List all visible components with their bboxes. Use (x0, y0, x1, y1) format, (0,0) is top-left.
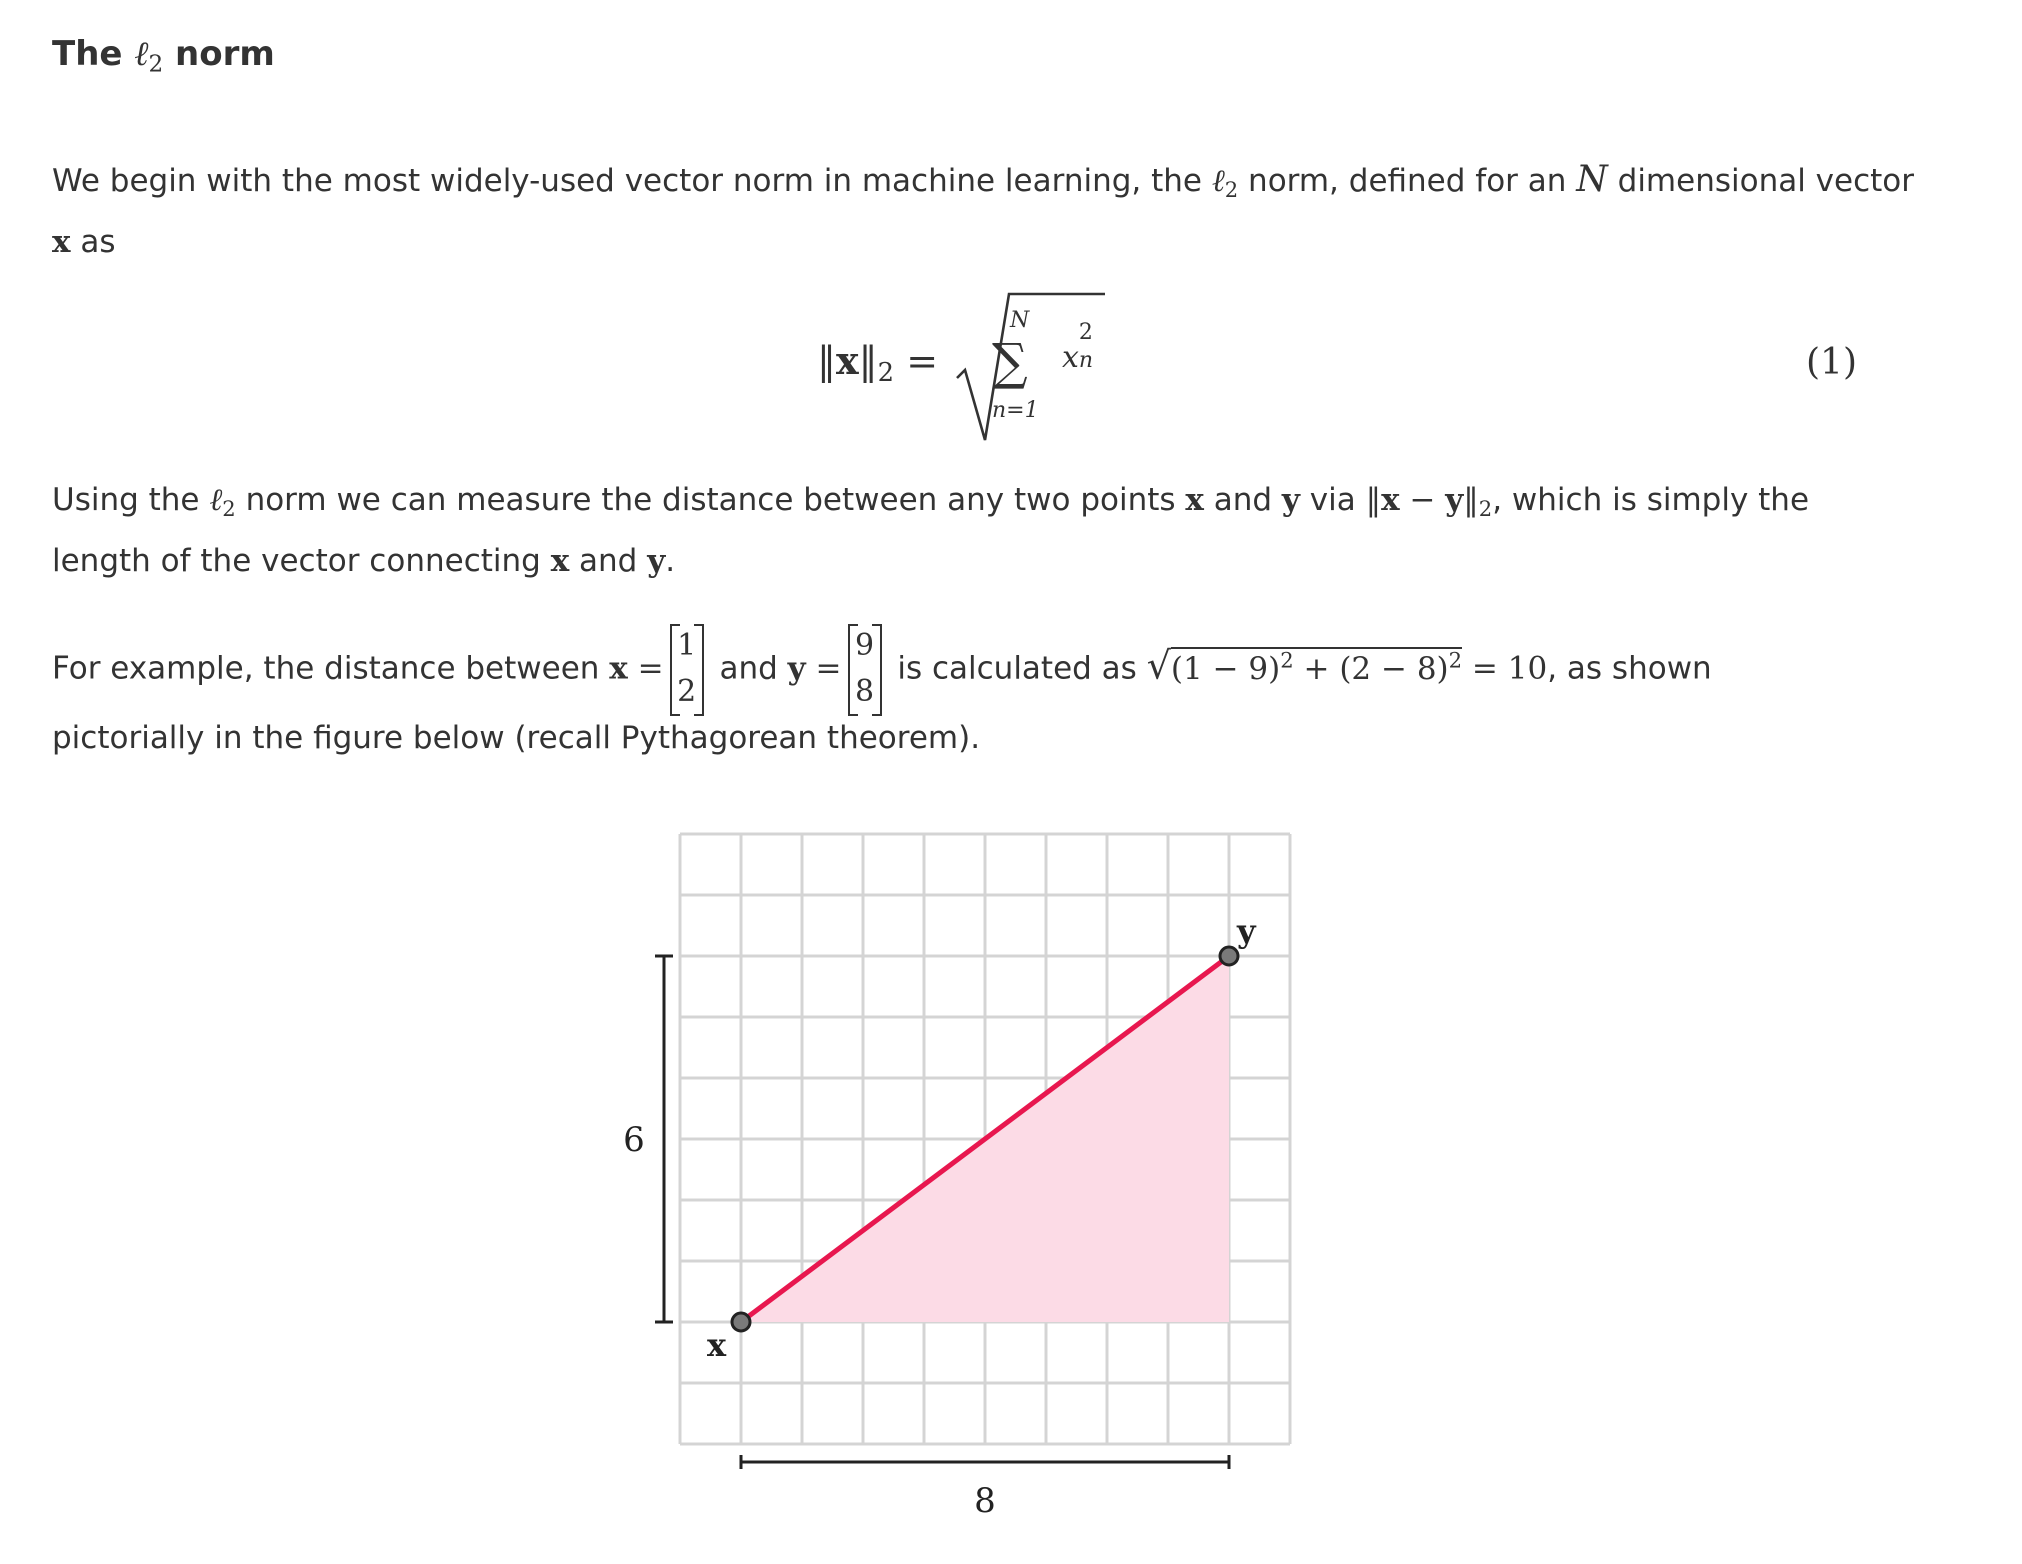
vertical-bracket (655, 956, 673, 1322)
section-heading: The ℓ$_2$ norm (52, 34, 275, 78)
sum-lower-limit: n=1 (992, 398, 1039, 423)
x-vector: 1 2 (670, 624, 704, 716)
sum-term: x 2 n (1062, 320, 1094, 375)
point-x (732, 1313, 750, 1331)
norm-equation (0, 290, 2022, 450)
equation-lhs: $‖x‖_2$ = (817, 338, 939, 389)
horizontal-bracket (741, 1455, 1229, 1469)
distance-figure (600, 830, 1360, 1564)
y-vector: 9 8 (848, 624, 882, 716)
horizontal-length-label: 8 (974, 1481, 996, 1521)
distance-paragraph: Using the ℓ$_2$ norm we can measure the distance between any two points x and y via ‖x − $y‖_2$, which is simply the length of the vector connecting x and y. (52, 482, 1810, 579)
example-paragraph: For example, the distance between x = 1 2 and y = 9 8 is calculated as $√(1 - 9)^2 + (2 - 8)^2 = 10$, as shown (52, 608, 1862, 721)
point-y (1220, 947, 1238, 965)
vertical-length-label: 6 (623, 1120, 645, 1160)
point-y-label: y (1237, 912, 1256, 950)
sum-upper-limit: N (1010, 308, 1030, 333)
point-x-label: x (707, 1326, 727, 1364)
distance-radicand: $(1 - 9)^2 + (2 - 8)^2$ (1170, 647, 1463, 687)
intro-paragraph: We begin with the most widely-used vector norm in machine learning, the ℓ$_2$ norm, defined for an N dimensional vector x as (52, 159, 1915, 260)
equation-number: (1) (1806, 342, 1857, 383)
example-paragraph-cont: pictorially in the figure below (recall Pythagorean theorem). (52, 720, 981, 756)
sum-sign: ∑ (992, 333, 1028, 391)
